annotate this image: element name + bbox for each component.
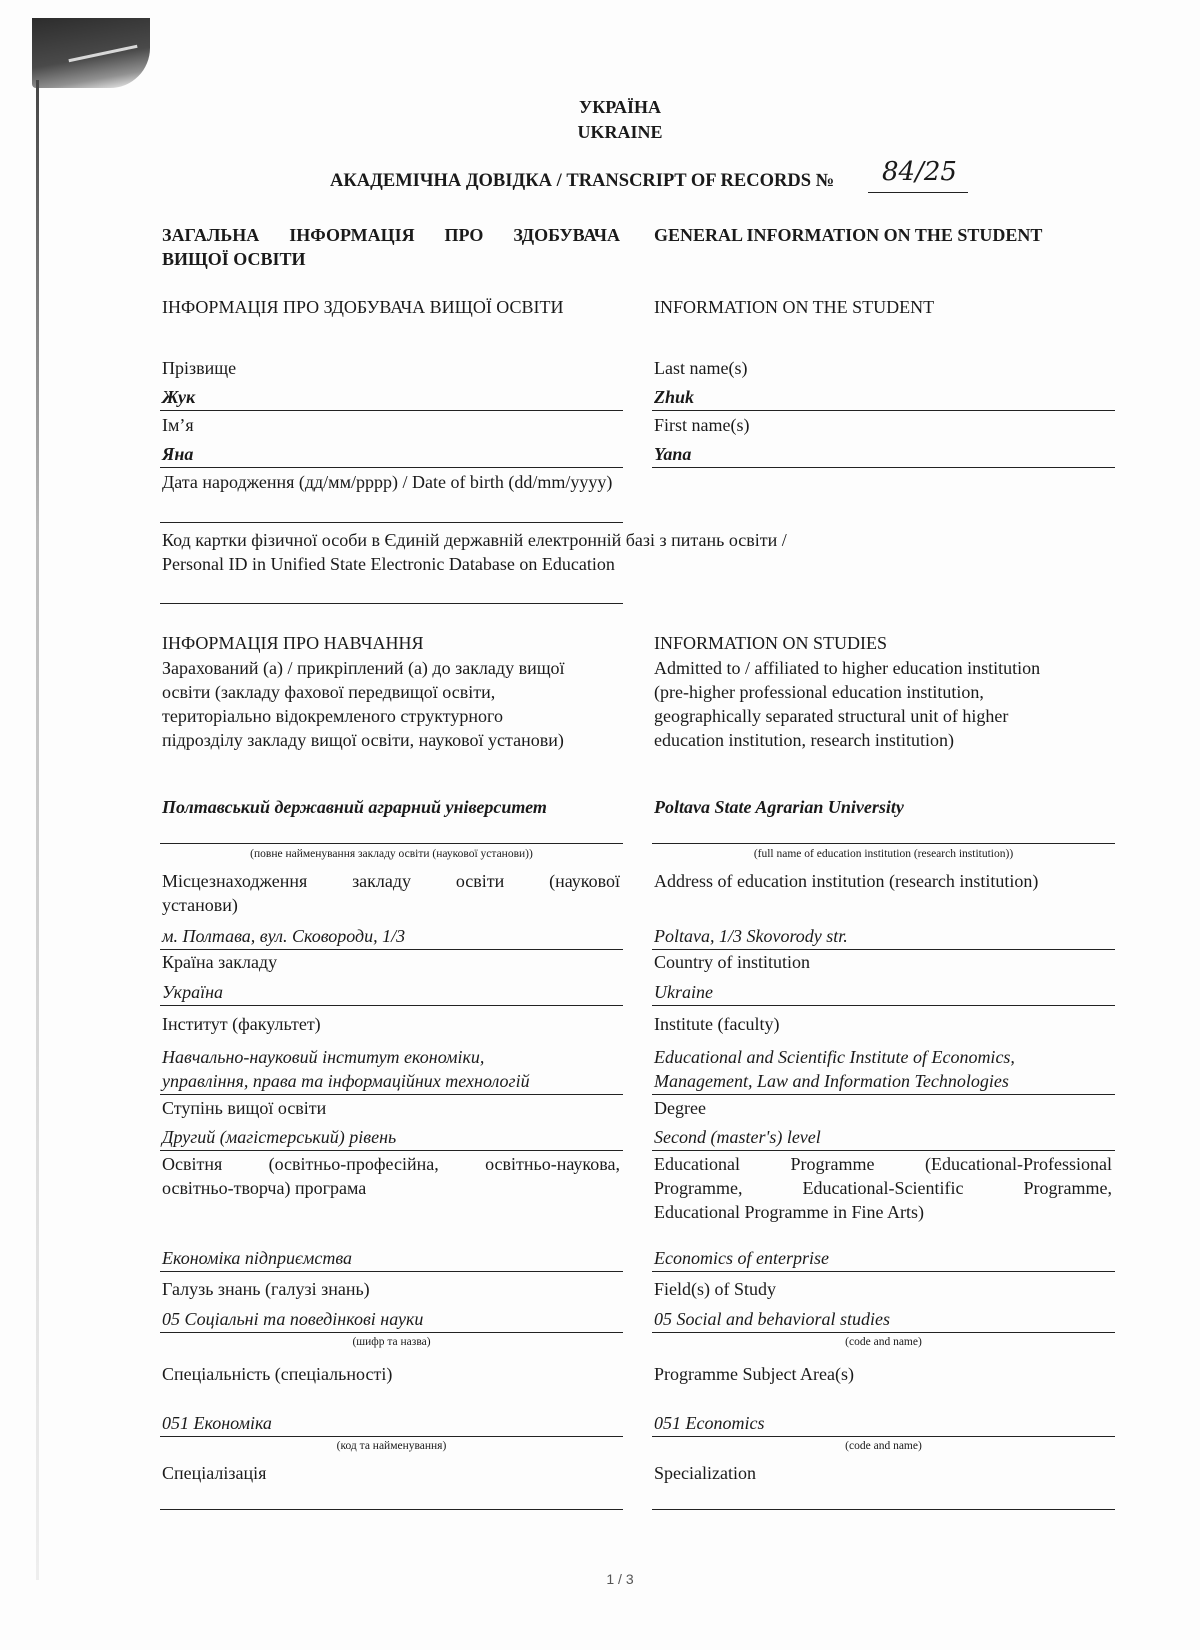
specialty-line-en — [652, 1436, 1115, 1437]
personal-id-line — [160, 603, 623, 604]
general-heading-uk: ЗАГАЛЬНА ІНФОРМАЦІЯ ПРО ЗДОБУВАЧА — [162, 225, 620, 245]
lastname-line-en — [652, 410, 1115, 411]
programme-value-uk: Економіка підприємства — [162, 1248, 353, 1268]
scan-edge — [36, 80, 39, 1580]
address-label-uk-2: установи) — [162, 895, 238, 915]
institution-line-en — [652, 843, 1115, 844]
country-value-uk: Україна — [162, 982, 224, 1002]
specialty-value-en: 051 Economics — [654, 1413, 765, 1433]
studies-heading-uk: ІНФОРМАЦІЯ ПРО НАВЧАННЯ — [162, 633, 424, 653]
admitted-label-uk-2: освіти (закладу фахової передвищої освіти, — [162, 682, 496, 702]
admitted-label-uk-1: Зарахований (а) / прикріплений (а) до закладу вищої — [162, 658, 565, 678]
dob-label: Дата народження (дд/мм/рррр) / Date of birth (dd/mm/yyyy) — [162, 472, 613, 492]
personal-id-label-en: Personal ID in Unified State Electronic Database on Education — [162, 554, 615, 574]
faculty-value-en-2: Management, Law and Information Technologies — [654, 1071, 1009, 1091]
specialization-label-en: Specialization — [654, 1463, 756, 1483]
specialty-caption-en: (code and name) — [845, 1440, 922, 1452]
faculty-line-uk — [160, 1094, 623, 1095]
country-label-uk: Країна закладу — [162, 952, 278, 972]
country-line-en — [652, 1005, 1115, 1006]
record-number: 84/25 — [882, 157, 957, 187]
faculty-value-en: Educational and Scientific Institute of Economics, — [654, 1047, 1015, 1067]
firstname-label-uk: Ім’я — [162, 415, 194, 435]
field-value-uk: 05 Соціальні та поведінкові науки — [162, 1309, 424, 1329]
studies-heading-en: INFORMATION ON STUDIES — [654, 633, 888, 653]
degree-label-uk: Ступінь вищої освіти — [162, 1098, 327, 1118]
admitted-label-en-4: education institution, research institution) — [654, 730, 954, 750]
faculty-value-uk-2: управління, права та інформаційних технологій — [162, 1071, 530, 1091]
specialty-label-uk: Спеціальність (спеціальності) — [162, 1364, 393, 1384]
programme-label-en: Educational Programme (Educational-Professional — [654, 1154, 1112, 1174]
specialty-caption-uk: (код та найменування) — [336, 1440, 447, 1452]
lastname-line-uk — [160, 410, 623, 411]
institution-name-en: Poltava State Agrarian University — [654, 797, 904, 817]
faculty-label-uk: Інститут (факультет) — [162, 1014, 321, 1034]
field-line-uk — [160, 1332, 623, 1333]
address-value-en: Poltava, 1/3 Skovorody str. — [654, 926, 848, 946]
admitted-label-uk-3: територіально відокремленого структурного — [162, 706, 503, 726]
field-label-en: Field(s) of Study — [654, 1279, 777, 1299]
programme-label-en-3: Educational Programme in Fine Arts) — [654, 1202, 924, 1222]
lastname-label-en: Last name(s) — [654, 358, 748, 378]
student-info-heading-uk: ІНФОРМАЦІЯ ПРО ЗДОБУВАЧА ВИЩОЇ ОСВІТИ — [162, 297, 564, 317]
firstname-value-uk: Яна — [162, 444, 194, 464]
admitted-label-en-3: geographically separated structural unit of higher — [654, 706, 1009, 726]
institution-line-uk — [160, 843, 623, 844]
lastname-label-uk: Прізвище — [162, 358, 237, 378]
country-uk: УКРАЇНА — [579, 97, 661, 117]
field-line-en — [652, 1332, 1115, 1333]
programme-value-en: Economics of enterprise — [654, 1248, 829, 1268]
specialization-line-en — [652, 1509, 1115, 1510]
admitted-label-en-1: Admitted to / affiliated to higher education institution — [654, 658, 1041, 678]
specialization-line-uk — [160, 1509, 623, 1510]
country-en: UKRAINE — [577, 122, 663, 142]
general-heading-en: GENERAL INFORMATION ON THE STUDENT — [654, 225, 1043, 245]
programme-line-uk — [160, 1271, 623, 1272]
scan-shadow — [32, 18, 150, 88]
institution-caption-uk: (повне найменування закладу освіти (наукової установи)) — [250, 848, 533, 860]
country-label-en: Country of institution — [654, 952, 811, 972]
address-value-uk: м. Полтава, вул. Сковороди, 1/3 — [162, 926, 406, 946]
degree-line-uk — [160, 1150, 623, 1151]
country-line-uk — [160, 1005, 623, 1006]
page-number: 1 / 3 — [606, 1571, 634, 1587]
field-caption-en: (code and name) — [845, 1336, 922, 1348]
address-label-en: Address of education institution (research institution) — [654, 871, 1039, 891]
faculty-value-uk: Навчально-науковий інститут економіки, — [162, 1047, 485, 1067]
admitted-label-uk-4: підрозділу закладу вищої освіти, наукової установи) — [162, 730, 564, 750]
programme-label-uk-2: освітньо-творча) програма — [162, 1178, 367, 1198]
dob-line — [160, 522, 623, 523]
degree-label-en: Degree — [654, 1098, 706, 1118]
specialty-label-en: Programme Subject Area(s) — [654, 1364, 854, 1384]
document-title: АКАДЕМІЧНА ДОВІДКА / TRANSCRIPT OF RECORDS № — [330, 171, 835, 191]
faculty-label-en: Institute (faculty) — [654, 1014, 780, 1034]
programme-label-uk: Освітня (освітньо-професійна, освітньо-наукова, — [162, 1154, 620, 1174]
faculty-line-en — [652, 1094, 1115, 1095]
institution-name-uk: Полтавський державний аграрний університет — [162, 797, 547, 817]
lastname-value-en: Zhuk — [654, 387, 695, 407]
specialty-line-uk — [160, 1436, 623, 1437]
firstname-line-uk — [160, 467, 623, 468]
institution-caption-en: (full name of education institution (research institution)) — [753, 848, 1014, 860]
student-info-heading-en: INFORMATION ON THE STUDENT — [654, 297, 935, 317]
degree-line-en — [652, 1150, 1115, 1151]
degree-value-en: Second (master's) level — [654, 1127, 821, 1147]
programme-line-en — [652, 1271, 1115, 1272]
country-value-en: Ukraine — [654, 982, 713, 1002]
field-caption-uk: (шифр та назва) — [352, 1336, 431, 1348]
address-label-uk: Місцезнаходження закладу освіти (наукової — [162, 871, 620, 891]
firstname-line-en — [652, 467, 1115, 468]
personal-id-label: Код картки фізичної особи в Єдиній державній електронній базі з питань освіти / — [162, 530, 787, 550]
field-value-en: 05 Social and behavioral studies — [654, 1309, 890, 1329]
field-label-uk: Галузь знань (галузі знань) — [162, 1279, 370, 1299]
specialty-value-uk: 051 Економіка — [162, 1413, 272, 1433]
specialization-label-uk: Спеціалізація — [162, 1463, 267, 1483]
programme-label-en-2: Programme, Educational-Scientific Programme, — [654, 1178, 1112, 1198]
admitted-label-en-2: (pre-higher professional education institution, — [654, 682, 984, 702]
lastname-value-uk: Жук — [162, 387, 196, 407]
general-heading-uk-2: ВИЩОЇ ОСВІТИ — [162, 249, 306, 269]
firstname-value-en: Yana — [654, 444, 692, 464]
degree-value-uk: Другий (магістерський) рівень — [162, 1127, 397, 1147]
firstname-label-en: First name(s) — [654, 415, 750, 435]
record-number-underline — [868, 192, 968, 193]
